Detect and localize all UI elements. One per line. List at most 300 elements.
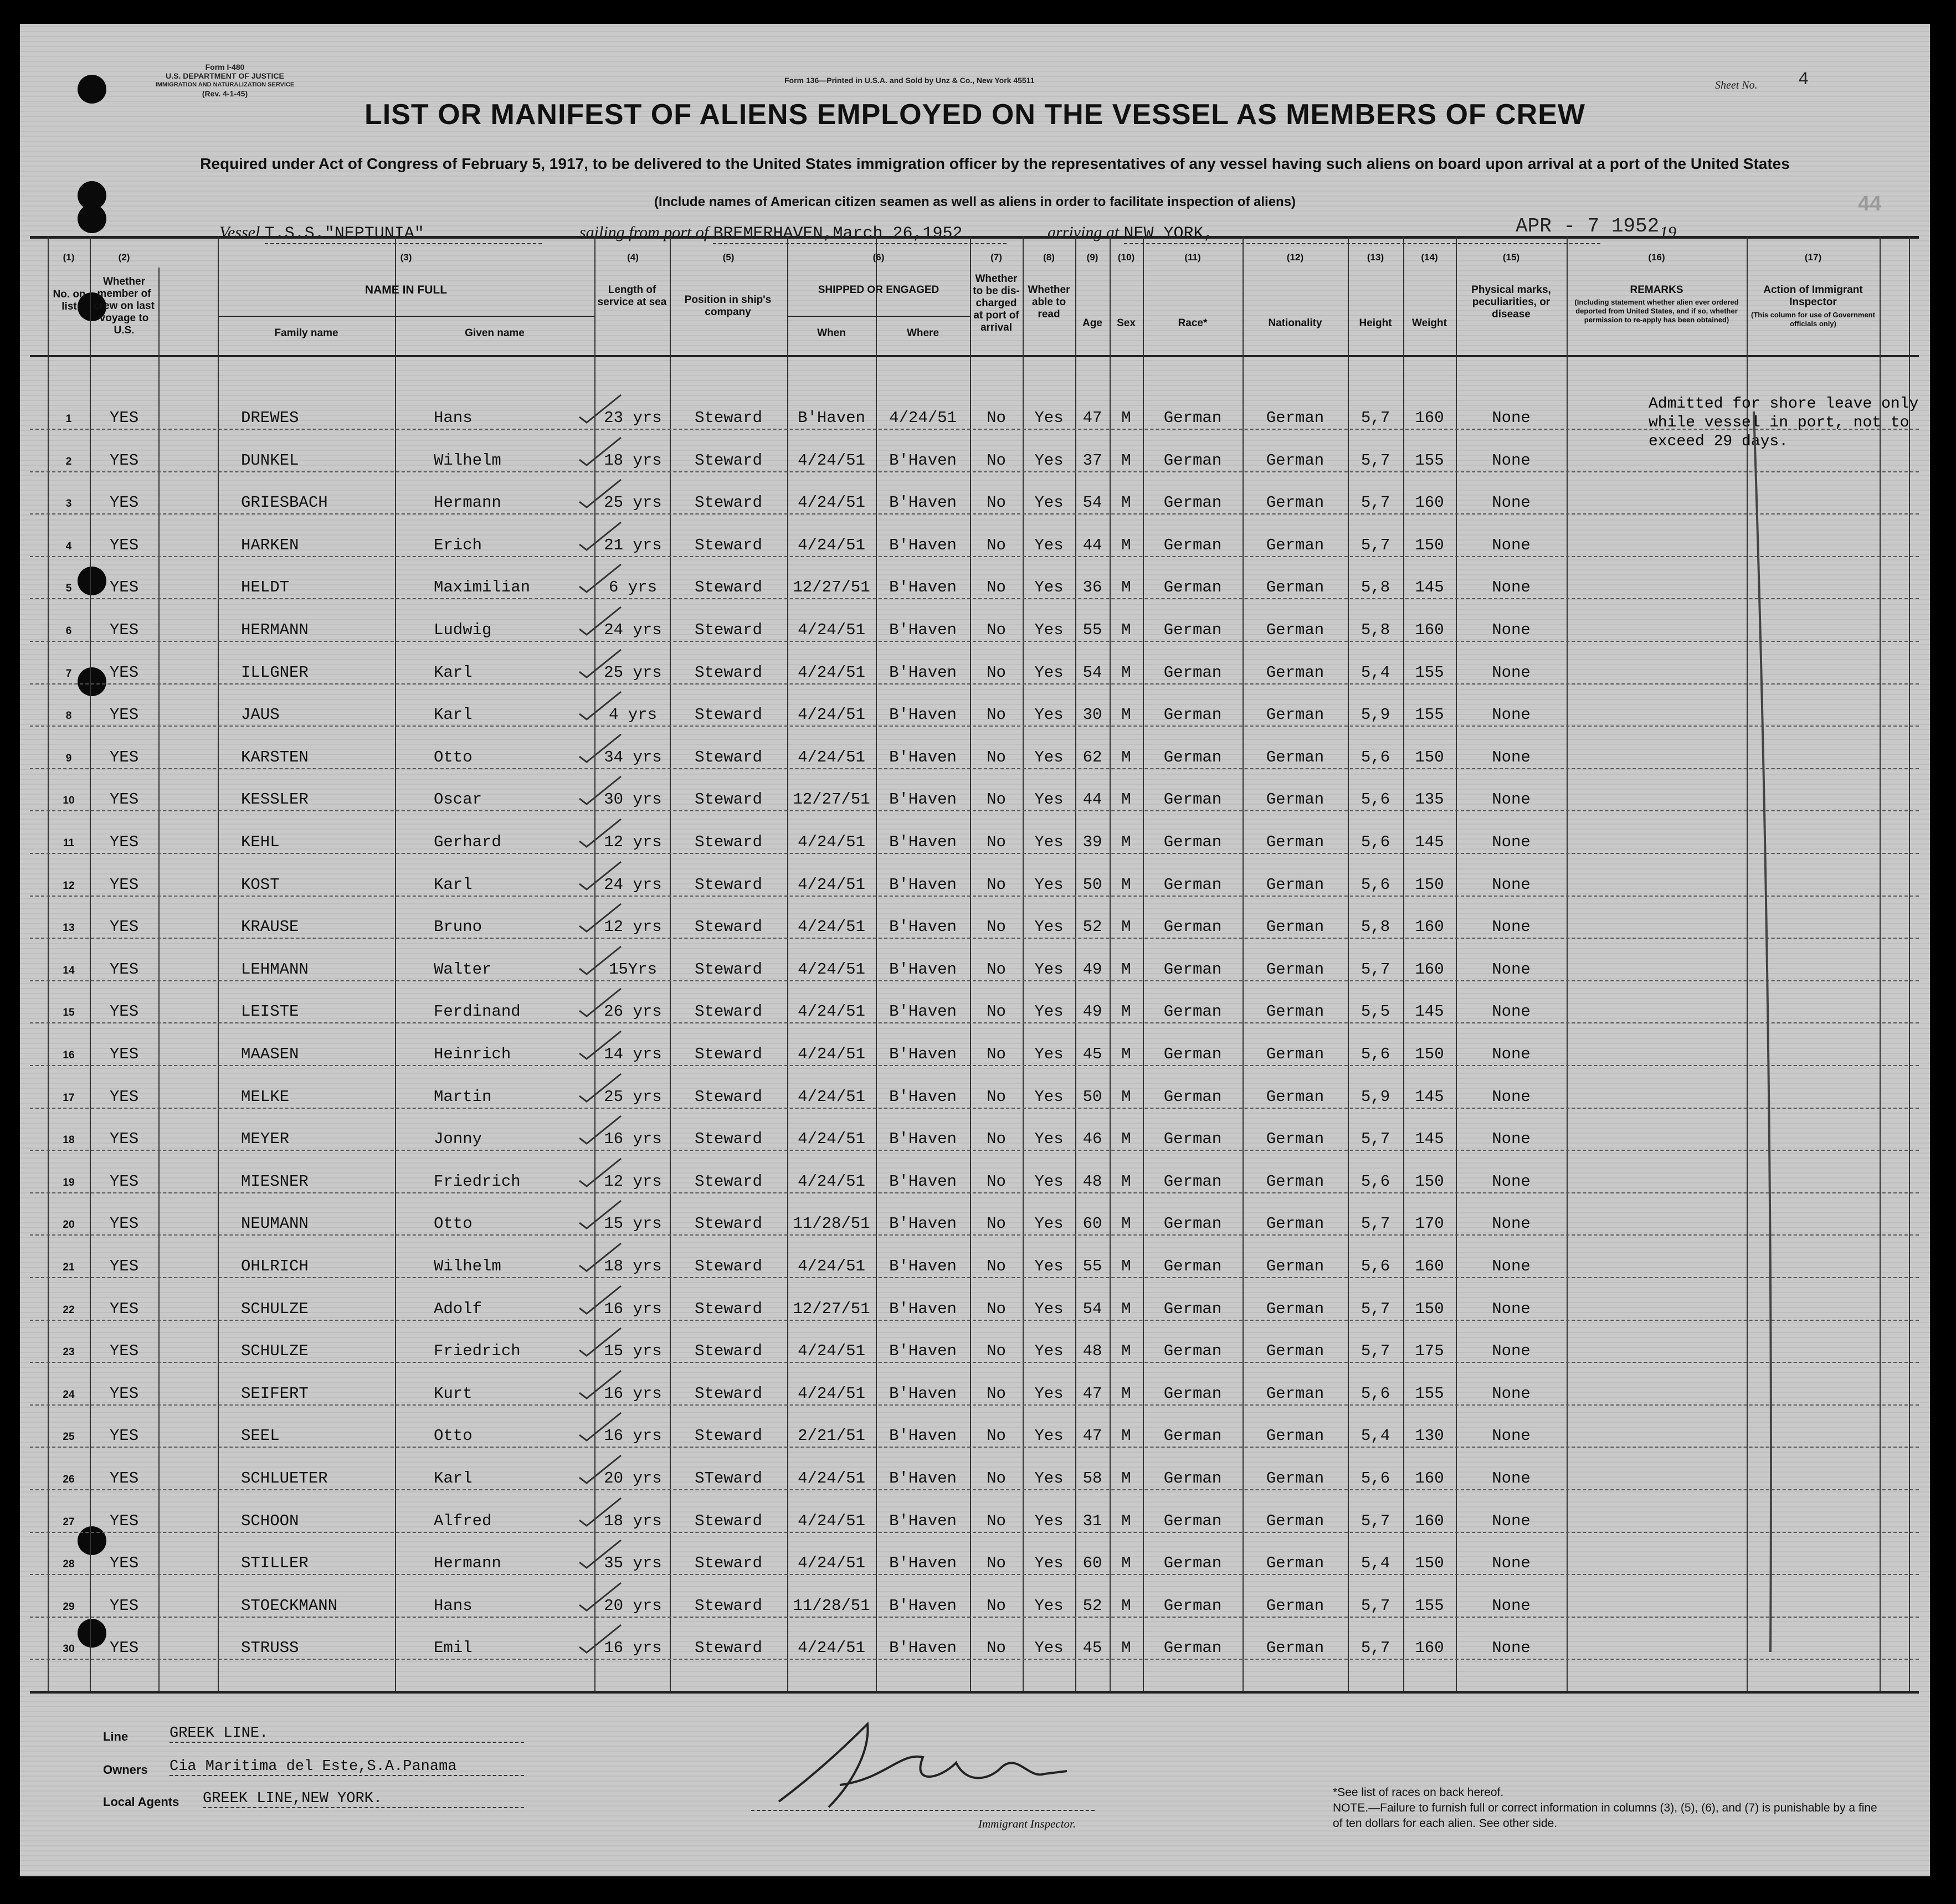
- row-cell-discharged: No: [987, 493, 1006, 512]
- check-mark-icon: [577, 392, 627, 425]
- row-cell-marks: None: [1492, 1469, 1531, 1488]
- row-cell-marks: None: [1492, 663, 1531, 682]
- sailing-label: sailing from port of: [579, 223, 709, 241]
- row-cell-discharged: No: [987, 1469, 1006, 1488]
- row-cell-service: 20 yrs: [604, 1597, 662, 1615]
- row-cell-when: 11/28/51: [793, 1215, 870, 1233]
- row-cell-when: 4/24/51: [798, 1512, 865, 1530]
- row-cell-weight: 175: [1415, 1342, 1444, 1360]
- row-cell-when: 4/24/51: [798, 663, 865, 682]
- row-cell-weight: 170: [1415, 1215, 1444, 1233]
- row-cell-family: HARKEN: [241, 536, 299, 554]
- row-cell-age: 55: [1082, 621, 1102, 639]
- row-cell-where: B'Haven: [889, 706, 957, 724]
- row-cell-family: KESSLER: [241, 790, 309, 809]
- row-cell-no: 25: [63, 1431, 75, 1443]
- row-cell-read: Yes: [1034, 451, 1064, 470]
- column-number: (4): [627, 252, 639, 263]
- row-cell-height: 5,7: [1361, 409, 1390, 427]
- row-cell-marks: None: [1492, 1215, 1531, 1233]
- row-cell-height: 5,7: [1361, 1512, 1390, 1530]
- row-cell-race: German: [1163, 1512, 1222, 1530]
- row-cell-discharged: No: [987, 409, 1006, 427]
- row-cell-race: German: [1163, 1597, 1222, 1615]
- row-cell-where: B'Haven: [889, 960, 957, 979]
- row-cell-position: Steward: [695, 1342, 762, 1360]
- row-cell-given: Alfred: [434, 1512, 492, 1530]
- row-cell-service: 23 yrs: [604, 409, 662, 427]
- row-cell-crew: YES: [109, 536, 139, 554]
- row-cell-discharged: No: [987, 621, 1006, 639]
- row-cell-discharged: No: [987, 1300, 1006, 1318]
- row-cell-sex: M: [1121, 790, 1131, 809]
- row-cell-no: 1: [65, 413, 72, 425]
- column-number: (7): [990, 252, 1002, 263]
- row-cell-sex: M: [1121, 1385, 1131, 1403]
- row-cell-height: 5,6: [1361, 790, 1390, 809]
- header-discharged: Whether to be dis-charged at port of arrival: [973, 273, 1020, 333]
- column-rule: [395, 236, 396, 1691]
- row-cell-marks: None: [1492, 1088, 1531, 1106]
- check-mark-icon: [577, 519, 627, 553]
- row-cell-age: 50: [1082, 1088, 1102, 1106]
- row-cell-family: KRAUSE: [241, 918, 299, 936]
- row-rule: [30, 641, 1919, 642]
- column-rule: [1567, 236, 1568, 1691]
- row-cell-nationality: German: [1266, 790, 1324, 809]
- column-number: (8): [1043, 252, 1055, 263]
- row-cell-marks: None: [1492, 1002, 1531, 1021]
- row-cell-discharged: No: [987, 1257, 1006, 1275]
- check-mark-icon: [577, 1410, 627, 1443]
- row-rule: [30, 1617, 1919, 1618]
- row-cell-age: 48: [1082, 1342, 1102, 1360]
- row-cell-service: 16 yrs: [604, 1300, 662, 1318]
- row-cell-nationality: German: [1266, 1639, 1324, 1657]
- row-cell-race: German: [1163, 578, 1222, 596]
- header-age: Age: [1082, 317, 1102, 329]
- row-cell-discharged: No: [987, 536, 1006, 554]
- check-mark-icon: [577, 1622, 627, 1655]
- row-cell-height: 5,8: [1361, 918, 1390, 936]
- row-cell-position: Steward: [695, 663, 762, 682]
- row-cell-read: Yes: [1034, 876, 1064, 894]
- row-cell-height: 5,7: [1361, 1342, 1390, 1360]
- row-cell-age: 47: [1082, 1427, 1102, 1445]
- row-cell-no: 23: [63, 1346, 75, 1358]
- row-cell-position: Steward: [695, 1597, 762, 1615]
- row-cell-discharged: No: [987, 748, 1006, 766]
- row-cell-where: B'Haven: [889, 1172, 957, 1191]
- table-top-rule: [30, 236, 1919, 239]
- row-rule: [30, 1065, 1919, 1066]
- row-cell-sex: M: [1121, 1512, 1131, 1530]
- row-cell-position: Steward: [695, 451, 762, 470]
- check-mark-icon: [577, 1198, 627, 1231]
- row-cell-sex: M: [1121, 663, 1131, 682]
- row-cell-position: Steward: [695, 621, 762, 639]
- row-cell-family: DUNKEL: [241, 451, 299, 470]
- row-cell-position: Steward: [695, 706, 762, 724]
- row-cell-nationality: German: [1266, 1088, 1324, 1106]
- row-cell-discharged: No: [987, 833, 1006, 851]
- row-cell-given: Walter: [434, 960, 492, 979]
- row-cell-read: Yes: [1034, 1639, 1064, 1657]
- row-cell-crew: YES: [109, 833, 139, 851]
- header-crew-member: Whether member of crew on last voyage to U.S.: [94, 276, 155, 336]
- header-remarks-note: (Including statement whether alien ever ordered deported from United States, and if so, whether permission to re-apply has been obtained): [1574, 298, 1739, 324]
- row-cell-no: 2: [65, 456, 72, 467]
- row-rule: [30, 938, 1919, 939]
- row-cell-race: German: [1163, 1427, 1222, 1445]
- row-cell-when: 12/27/51: [793, 790, 870, 809]
- sheet-label: Sheet No.: [1715, 79, 1758, 91]
- row-cell-no: 8: [65, 710, 72, 722]
- row-cell-where: B'Haven: [889, 790, 957, 809]
- header-race: Race*: [1178, 317, 1208, 329]
- row-cell-family: SEEL: [241, 1427, 280, 1445]
- row-cell-nationality: German: [1266, 833, 1324, 851]
- row-cell-position: Steward: [695, 1300, 762, 1318]
- row-cell-race: German: [1163, 833, 1222, 851]
- column-number: (2): [118, 252, 130, 263]
- row-cell-discharged: No: [987, 706, 1006, 724]
- form-number: Form I-480: [205, 63, 245, 71]
- row-cell-read: Yes: [1034, 1597, 1064, 1615]
- row-cell-sex: M: [1121, 1130, 1131, 1148]
- row-cell-read: Yes: [1034, 790, 1064, 809]
- row-cell-nationality: German: [1266, 1130, 1324, 1148]
- check-mark-icon: [577, 1325, 627, 1358]
- row-cell-when: 4/24/51: [798, 833, 865, 851]
- row-cell-when: 4/24/51: [798, 1130, 865, 1148]
- row-cell-family: SCHULZE: [241, 1342, 309, 1360]
- agents-label: Local Agents: [103, 1795, 179, 1809]
- row-cell-race: German: [1163, 1639, 1222, 1657]
- row-cell-no: 24: [63, 1389, 75, 1401]
- row-cell-race: German: [1163, 1554, 1222, 1572]
- check-mark-icon: [577, 1156, 627, 1189]
- row-cell-discharged: No: [987, 1045, 1006, 1063]
- row-rule: [30, 1659, 1919, 1660]
- row-cell-when: 2/21/51: [798, 1427, 865, 1445]
- row-cell-crew: YES: [109, 748, 139, 766]
- row-cell-marks: None: [1492, 1130, 1531, 1148]
- row-cell-given: Karl: [434, 706, 473, 724]
- row-cell-read: Yes: [1034, 409, 1064, 427]
- row-cell-family: SCHLUETER: [241, 1469, 328, 1488]
- row-cell-discharged: No: [987, 1597, 1006, 1615]
- check-mark-icon: [577, 647, 627, 680]
- row-cell-family: OHLRICH: [241, 1257, 309, 1275]
- row-cell-nationality: German: [1266, 960, 1324, 979]
- row-cell-given: Ludwig: [434, 621, 492, 639]
- row-cell-nationality: German: [1266, 409, 1324, 427]
- row-cell-race: German: [1163, 876, 1222, 894]
- row-cell-height: 5,8: [1361, 578, 1390, 596]
- check-mark-icon: [577, 1241, 627, 1274]
- row-cell-crew: YES: [109, 918, 139, 936]
- revision: (Rev. 4-1-45): [202, 89, 248, 98]
- row-cell-read: Yes: [1034, 1045, 1064, 1063]
- column-number: (12): [1286, 252, 1304, 263]
- row-rule: [30, 1022, 1919, 1023]
- row-cell-given: Gerhard: [434, 833, 501, 851]
- row-cell-race: German: [1163, 1130, 1222, 1148]
- header-bottom-rule: [30, 355, 1919, 357]
- row-cell-race: German: [1163, 960, 1222, 979]
- row-cell-given: Bruno: [434, 918, 482, 936]
- row-cell-race: German: [1163, 451, 1222, 470]
- row-cell-marks: None: [1492, 493, 1531, 512]
- row-cell-family: KOST: [241, 876, 280, 894]
- footnote: [1333, 1785, 1887, 1831]
- header-length-service: Length of service at sea: [597, 284, 667, 308]
- row-cell-family: SCHOON: [241, 1512, 299, 1530]
- row-cell-sex: M: [1121, 1300, 1131, 1318]
- row-cell-sex: M: [1121, 1469, 1131, 1488]
- row-cell-age: 54: [1082, 493, 1102, 512]
- row-cell-marks: None: [1492, 706, 1531, 724]
- row-cell-position: Steward: [695, 1512, 762, 1530]
- row-cell-marks: None: [1492, 409, 1531, 427]
- row-cell-service: 15 yrs: [604, 1342, 662, 1360]
- row-cell-family: MIESNER: [241, 1172, 309, 1191]
- inspector-label: Immigrant Inspector.: [978, 1817, 1076, 1830]
- row-cell-crew: YES: [109, 493, 139, 512]
- row-cell-sex: M: [1121, 1002, 1131, 1021]
- row-cell-height: 5,6: [1361, 1257, 1390, 1275]
- row-cell-service: 6 yrs: [608, 578, 657, 596]
- row-cell-family: STOECKMANN: [241, 1597, 338, 1615]
- row-cell-age: 52: [1082, 1597, 1102, 1615]
- row-cell-nationality: German: [1266, 1597, 1324, 1615]
- row-cell-given: Otto: [434, 1215, 473, 1233]
- row-cell-crew: YES: [109, 876, 139, 894]
- row-cell-read: Yes: [1034, 1172, 1064, 1191]
- row-cell-crew: YES: [109, 621, 139, 639]
- row-cell-position: Steward: [695, 1257, 762, 1275]
- row-cell-weight: 160: [1415, 1257, 1444, 1275]
- row-cell-nationality: German: [1266, 876, 1324, 894]
- owners-label: Owners: [103, 1763, 148, 1777]
- row-cell-when: 4/24/51: [798, 1088, 865, 1106]
- row-cell-read: Yes: [1034, 621, 1064, 639]
- row-cell-family: GRIESBACH: [241, 493, 328, 512]
- row-cell-age: 49: [1082, 1002, 1102, 1021]
- row-cell-given: Hans: [434, 1597, 473, 1615]
- row-cell-where: B'Haven: [889, 1130, 957, 1148]
- row-cell-position: Steward: [695, 790, 762, 809]
- row-cell-height: 5,6: [1361, 1385, 1390, 1403]
- row-cell-height: 5,6: [1361, 833, 1390, 851]
- row-cell-weight: 145: [1415, 578, 1444, 596]
- column-number: (13): [1367, 252, 1384, 263]
- row-cell-read: Yes: [1034, 1427, 1064, 1445]
- row-rule: [30, 1362, 1919, 1363]
- row-cell-marks: None: [1492, 1342, 1531, 1360]
- row-cell-family: JAUS: [241, 706, 280, 724]
- row-cell-given: Hermann: [434, 493, 501, 512]
- row-cell-where: B'Haven: [889, 876, 957, 894]
- row-cell-age: 50: [1082, 876, 1102, 894]
- row-cell-discharged: No: [987, 1427, 1006, 1445]
- row-cell-no: 13: [63, 922, 75, 934]
- row-cell-service: 16 yrs: [604, 1385, 662, 1403]
- row-cell-sex: M: [1121, 960, 1131, 979]
- row-cell-where: B'Haven: [889, 1342, 957, 1360]
- row-cell-no: 10: [63, 795, 75, 806]
- row-cell-position: Steward: [695, 1385, 762, 1403]
- row-cell-height: 5,8: [1361, 621, 1390, 639]
- row-cell-nationality: German: [1266, 1469, 1324, 1488]
- row-rule: [30, 429, 1919, 430]
- row-cell-crew: YES: [109, 1257, 139, 1275]
- check-mark-icon: [577, 1113, 627, 1146]
- row-cell-when: 4/24/51: [798, 1257, 865, 1275]
- row-cell-position: Steward: [695, 1045, 762, 1063]
- row-cell-no: 22: [63, 1304, 75, 1316]
- row-cell-age: 44: [1082, 790, 1102, 809]
- row-cell-sex: M: [1121, 748, 1131, 766]
- row-cell-weight: 130: [1415, 1427, 1444, 1445]
- vessel-name: T.S.S."NEPTUNIA": [265, 224, 542, 244]
- row-cell-where: B'Haven: [889, 833, 957, 851]
- row-cell-sex: M: [1121, 1342, 1131, 1360]
- row-cell-nationality: German: [1266, 706, 1324, 724]
- row-cell-given: Hans: [434, 409, 473, 427]
- header-height: Height: [1359, 317, 1392, 329]
- row-cell-nationality: German: [1266, 663, 1324, 682]
- row-cell-service: 16 yrs: [604, 1639, 662, 1657]
- row-cell-service: 15 yrs: [604, 1215, 662, 1233]
- row-cell-position: Steward: [695, 748, 762, 766]
- row-cell-sex: M: [1121, 876, 1131, 894]
- row-cell-service: 24 yrs: [604, 621, 662, 639]
- row-cell-weight: 160: [1415, 918, 1444, 936]
- manifest-sheet: [20, 24, 1930, 1876]
- row-cell-service: 20 yrs: [604, 1469, 662, 1488]
- row-cell-sex: M: [1121, 706, 1131, 724]
- row-cell-when: 4/24/51: [798, 876, 865, 894]
- check-mark-icon: [577, 944, 627, 977]
- check-mark-icon: [577, 1071, 627, 1104]
- row-cell-where: B'Haven: [889, 621, 957, 639]
- row-cell-height: 5,7: [1361, 493, 1390, 512]
- row-cell-read: Yes: [1034, 536, 1064, 554]
- failure-note: NOTE.—Failure to furnish full or correct information in columns (3), (5), (6), and (7) is punishable by a fine of ten dollars for each alien. See other side.: [1333, 1802, 1877, 1830]
- department: U.S. DEPARTMENT OF JUSTICE: [166, 71, 284, 80]
- row-cell-read: Yes: [1034, 918, 1064, 936]
- row-cell-race: German: [1163, 663, 1222, 682]
- row-cell-age: 60: [1082, 1554, 1102, 1572]
- row-cell-position: Steward: [695, 578, 762, 596]
- row-cell-sex: M: [1121, 1257, 1131, 1275]
- arriving-label: arriving at: [1048, 223, 1120, 241]
- sailing-from: BREMERHAVEN,March 26,1952: [713, 224, 1007, 244]
- row-cell-no: 9: [65, 753, 72, 764]
- header-action-note: (This column for use of Government officials only): [1751, 311, 1875, 328]
- header-action: Action of Immigrant Inspector: [1763, 284, 1863, 308]
- row-cell-read: Yes: [1034, 706, 1064, 724]
- row-cell-when: 4/24/51: [798, 1469, 865, 1488]
- row-cell-where: B'Haven: [889, 451, 957, 470]
- row-cell-discharged: No: [987, 1639, 1006, 1657]
- row-cell-where: B'Haven: [889, 1512, 957, 1530]
- row-cell-read: Yes: [1034, 1385, 1064, 1403]
- row-cell-read: Yes: [1034, 578, 1064, 596]
- row-cell-where: B'Haven: [889, 1257, 957, 1275]
- row-cell-crew: YES: [109, 1045, 139, 1063]
- row-cell-service: 25 yrs: [604, 663, 662, 682]
- row-cell-where: B'Haven: [889, 1088, 957, 1106]
- row-cell-no: 11: [63, 837, 75, 849]
- row-cell-no: 15: [63, 1007, 75, 1018]
- row-rule: [30, 598, 1919, 599]
- row-cell-weight: 160: [1415, 493, 1444, 512]
- row-cell-family: LEHMANN: [241, 960, 309, 979]
- row-cell-age: 44: [1082, 536, 1102, 554]
- row-cell-marks: None: [1492, 1639, 1531, 1657]
- row-cell-service: 12 yrs: [604, 1172, 662, 1191]
- row-cell-no: 21: [63, 1262, 75, 1273]
- row-cell-crew: YES: [109, 1597, 139, 1615]
- row-cell-discharged: No: [987, 1512, 1006, 1530]
- row-cell-position: Steward: [695, 1088, 762, 1106]
- line-label: Line: [103, 1730, 129, 1743]
- row-cell-position: Steward: [695, 1172, 762, 1191]
- row-cell-crew: YES: [109, 1300, 139, 1318]
- row-cell-age: 46: [1082, 1130, 1102, 1148]
- row-cell-height: 5,7: [1361, 451, 1390, 470]
- row-cell-height: 5,6: [1361, 876, 1390, 894]
- row-cell-service: 25 yrs: [604, 1088, 662, 1106]
- row-cell-sex: M: [1121, 1597, 1131, 1615]
- row-cell-nationality: German: [1266, 1257, 1324, 1275]
- row-cell-sex: M: [1121, 1639, 1131, 1657]
- row-cell-weight: 150: [1415, 876, 1444, 894]
- row-rule: [30, 1192, 1919, 1193]
- row-cell-family: LEISTE: [241, 1002, 299, 1021]
- row-cell-when: 4/24/51: [798, 536, 865, 554]
- row-cell-age: 36: [1082, 578, 1102, 596]
- row-cell-weight: 160: [1415, 960, 1444, 979]
- row-cell-service: 18 yrs: [604, 1257, 662, 1275]
- row-cell-height: 5,6: [1361, 1045, 1390, 1063]
- row-cell-race: German: [1163, 706, 1222, 724]
- row-cell-read: Yes: [1034, 1512, 1064, 1530]
- row-cell-where: B'Haven: [889, 1215, 957, 1233]
- row-cell-height: 5,6: [1361, 748, 1390, 766]
- row-cell-nationality: German: [1266, 536, 1324, 554]
- row-cell-race: German: [1163, 493, 1222, 512]
- row-cell-race: German: [1163, 1215, 1222, 1233]
- printer-note: Form 136—Printed in U.S.A. and Sold by Unz & Co., New York 45511: [784, 76, 1035, 85]
- check-mark-icon: [577, 604, 627, 637]
- row-cell-age: 62: [1082, 748, 1102, 766]
- row-cell-age: 54: [1082, 1300, 1102, 1318]
- row-cell-given: Jonny: [434, 1130, 482, 1148]
- row-cell-sex: M: [1121, 409, 1131, 427]
- row-cell-race: German: [1163, 918, 1222, 936]
- row-cell-race: German: [1163, 790, 1222, 809]
- row-cell-when: 12/27/51: [793, 578, 870, 596]
- check-mark-icon: [577, 816, 627, 850]
- row-cell-crew: YES: [109, 1342, 139, 1360]
- row-cell-sex: M: [1121, 621, 1131, 639]
- row-cell-where: B'Haven: [889, 1597, 957, 1615]
- arriving-at: NEW YORK,: [1124, 224, 1600, 244]
